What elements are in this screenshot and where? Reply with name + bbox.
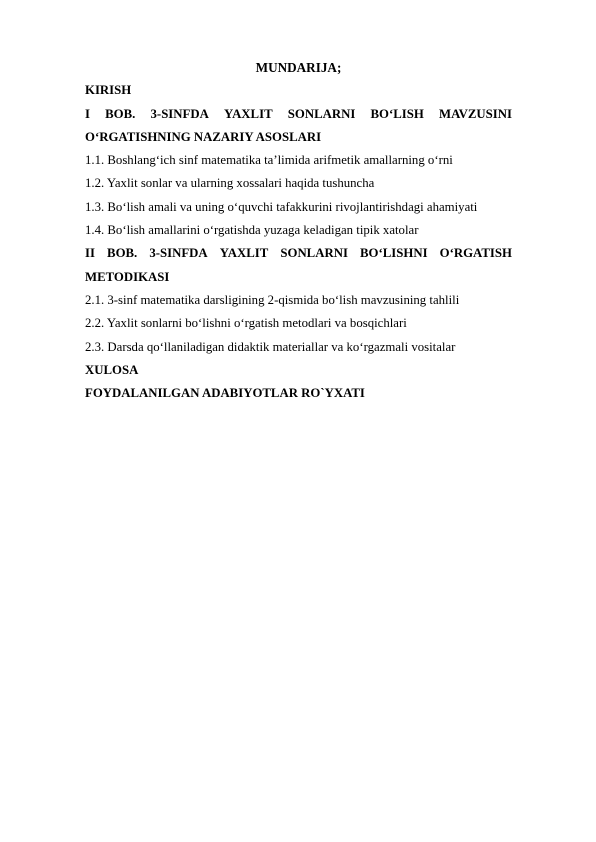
chapter-1-word: YAXLIT — [224, 106, 273, 121]
chapter-2-heading-continued: METODIKASI — [85, 269, 170, 284]
chapter-1-heading — [85, 103, 512, 126]
chapter-1-word: BOB. — [105, 106, 136, 121]
chapter-2-word: SONLARNI — [280, 246, 348, 261]
chapter-2-word: YAXLIT — [219, 246, 269, 261]
toc-conclusion: XULOSA — [85, 362, 139, 377]
toc-item: 1.2. Yaxlit sonlar va ularning xossalari haqida tushuncha — [85, 176, 375, 191]
toc-item: 2.1. 3-sinf matematika darsligining 2-qismida bo‘lish mavzusining tahlili — [85, 292, 460, 307]
chapter-2-word: BOB. — [107, 246, 138, 261]
toc-item: 1.4. Bo‘lish amallarini o‘rgatishda yuzaga keladigan tipik xatolar — [85, 223, 419, 238]
chapter-2-word: BO‘LISHNI — [360, 246, 428, 261]
chapter-1-word: BO‘LISH — [370, 106, 424, 121]
toc-item: 1.3. Bo‘lish amali va uning o‘quvchi tafakkurini rivojlantirishdagi ahamiyati — [85, 199, 478, 214]
chapter-1-word: SONLARNI — [287, 106, 356, 121]
chapter-1-word: I — [85, 106, 90, 121]
chapter-1-word: MAVZUSINI — [438, 106, 512, 121]
chapter-2-heading — [85, 242, 512, 265]
toc-item: 1.1. Boshlang‘ich sinf matematika ta’limida arifmetik amallarning o‘rni — [85, 153, 453, 168]
table-of-contents — [85, 56, 512, 405]
chapter-2-word: 3-SINFDA — [149, 246, 208, 261]
toc-item: 2.2. Yaxlit sonlarni bo‘lishni o‘rgatish metodlari va bosqichlari — [85, 316, 407, 331]
toc-title: MUNDARIJA; — [255, 60, 342, 75]
chapter-2-word: II — [85, 246, 95, 261]
toc-item: 2.3. Darsda qo‘llaniladigan didaktik materiallar va ko‘rgazmali vositalar — [85, 339, 456, 354]
toc-intro: KIRISH — [85, 83, 132, 98]
toc-references: FOYDALANILGAN ADABIYOTLAR RO`YXATI — [85, 386, 365, 401]
chapter-1-heading-continued: O‘RGATISHNING NAZARIY ASOSLARI — [85, 129, 322, 144]
chapter-2-word: O‘RGATISH — [439, 246, 512, 261]
chapter-1-word: 3-SINFDA — [150, 106, 209, 121]
